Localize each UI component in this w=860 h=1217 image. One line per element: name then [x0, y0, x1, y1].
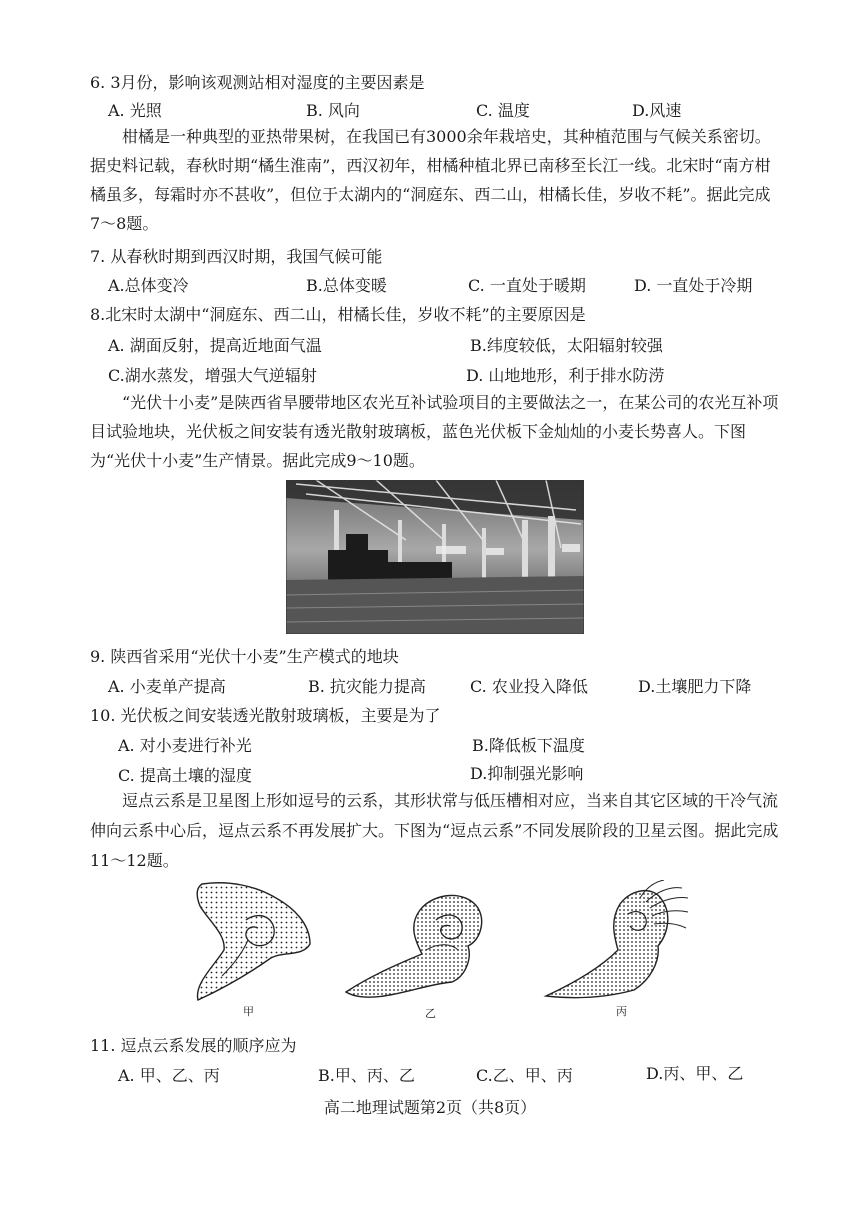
q6-option-a: A. 光照 [108, 101, 162, 120]
q11-stem: 11. 逗点云系发展的顺序应为 [90, 1036, 297, 1055]
q6-option-d: D.风速 [632, 101, 682, 120]
figure-label-bing: 丙 [616, 1005, 627, 1018]
cloud-stage-yi-figure [340, 880, 490, 1006]
q8-stem: 8.北宋时太湖中“洞庭东、西二山，柑橘长佳，岁收不耗”的主要原因是 [90, 305, 586, 324]
passage-photovoltaic-text: “光伏十小麦”是陕西省旱腰带地区农光互补试验项目的主要做法之一，在某公司的农光互补项目试验地块，光伏板之间安装有透光散射玻璃板，蓝色光伏板下金灿灿的小麦长势喜人。下图为“光伏十小麦”生产情景。据此完成9～10题。 [90, 393, 779, 470]
cloud-stage-jia-figure [184, 880, 314, 1006]
q7-stem: 7. 从春秋时期到西汉时期，我国气候可能 [90, 247, 383, 266]
q7-option-c: C. 一直处于暖期 [468, 276, 586, 295]
q6-option-c: C. 温度 [476, 101, 530, 120]
q9-option-b: B. 抗灾能力提高 [308, 677, 426, 696]
passage-comma-cloud-text: 逗点云系是卫星图上形如逗号的云系，其形状常与低压槽相对应，当来自其它区域的干冷气流伸向云系中心后，逗点云系不再发展扩大。下图为“逗点云系”不同发展阶段的卫星云图。据此完成11～12题。 [90, 791, 779, 870]
q10-option-d: D.抑制强光影响 [470, 764, 584, 783]
q9-stem: 9. 陕西省采用“光伏十小麦”生产模式的地块 [90, 647, 399, 666]
page-footer: 高二地理试题第2页（共8页） [323, 1098, 537, 1117]
passage-comma-cloud [90, 786, 780, 876]
q11-option-c: C.乙、甲、丙 [476, 1066, 573, 1085]
q7-option-d: D. 一直处于冷期 [634, 276, 753, 295]
q9-option-c: C. 农业投入降低 [470, 677, 588, 696]
q8-option-b: B.纬度较低，太阳辐射较强 [470, 336, 663, 355]
passage-photovoltaic [90, 388, 780, 475]
passage-citrus-text: 柑橘是一种典型的亚热带果树，在我国已有3000余年栽培史，其种植范围与气候关系密切。据史料记载，春秋时期“橘生淮南”，西汉初年，柑橘种植北界已南移至长江一线。北宋时“南方柑橘虽多，每霜时亦不甚收”，但位于太湖内的“洞庭东、西二山，柑橘长佳，岁收不耗”。据此完成7～8题。 [90, 127, 771, 233]
q8-option-a: A. 湖面反射，提高近地面气温 [108, 336, 322, 355]
q7-option-a: A.总体变冷 [108, 276, 189, 295]
q6-stem: 6. 3月份，影响该观测站相对湿度的主要因素是 [90, 73, 425, 92]
q11-option-d: D.丙、甲、乙 [646, 1064, 744, 1083]
q9-option-a: A. 小麦单产提高 [108, 677, 226, 696]
figure-label-yi: 乙 [425, 1007, 436, 1020]
q10-option-b: B.降低板下温度 [472, 736, 585, 755]
q11-option-a: A. 甲、乙、丙 [118, 1066, 220, 1085]
q10-option-a: A. 对小麦进行补光 [118, 736, 252, 755]
photovoltaic-wheat-photo [286, 480, 584, 634]
passage-citrus [90, 122, 780, 238]
q10-stem: 10. 光伏板之间安装透光散射玻璃板，主要是为了 [90, 706, 441, 725]
q11-option-b: B.甲、丙、乙 [318, 1066, 415, 1085]
q8-option-c: C.湖水蒸发，增强大气逆辐射 [108, 366, 317, 385]
q8-option-d: D. 山地地形，利于排水防涝 [466, 366, 665, 385]
q10-option-c: C. 提高土壤的湿度 [118, 766, 252, 785]
figure-label-jia: 甲 [243, 1005, 254, 1018]
q7-option-b: B.总体变暖 [306, 276, 387, 295]
q9-option-d: D.土壤肥力下降 [638, 677, 752, 696]
q6-option-b: B. 风向 [306, 101, 360, 120]
cloud-stage-bing-figure [542, 880, 692, 1006]
